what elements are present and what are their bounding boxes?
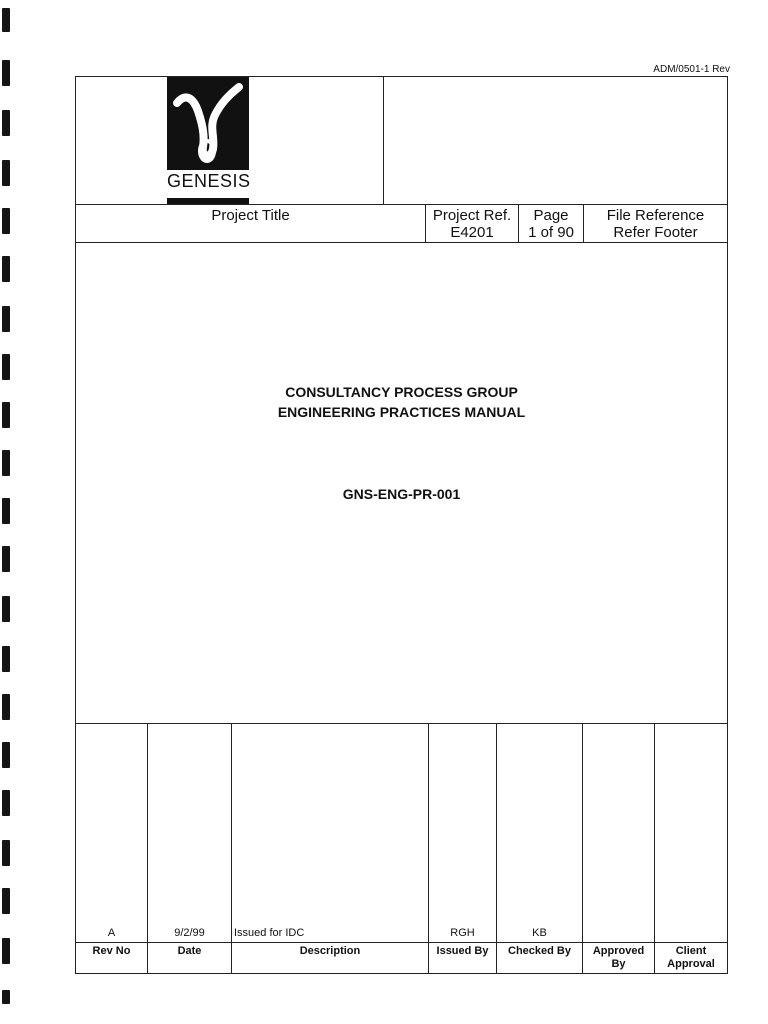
punch-hole [2,450,10,476]
revision-block-top-rule [76,723,727,724]
revision-col-divider [582,723,583,973]
project-title-label: Project Title [211,207,290,224]
document-number: GNS-ENG-PR-001 [342,486,461,502]
project-ref-label: Project Ref. [432,207,512,224]
document-title-line-1: CONSULTANCY PROCESS GROUP [285,384,518,400]
client-approval-label [655,945,727,971]
punch-hole [2,790,10,816]
punch-hole [2,990,10,1004]
file-reference-label: File Reference [606,207,705,224]
punch-hole [2,646,10,672]
checked-by-label: Checked By [508,945,571,957]
rev-no-label: Rev No [92,945,131,957]
punch-hole [2,546,10,572]
genesis-logo [167,77,249,204]
revision-col-divider [654,723,655,973]
page-value: 1 of 90 [528,224,574,241]
punch-hole [2,888,10,914]
punch-hole [2,840,10,866]
header-top-rule [76,204,727,205]
punch-hole [2,694,10,720]
punch-hole [2,208,10,234]
file-reference-value: Refer Footer [613,224,698,241]
header-bottom-rule [76,242,727,243]
approved-by-label-line-2: By [611,958,626,970]
logo-wordmark: GENESIS [167,171,251,191]
punch-hole [2,402,10,428]
date-value: 9/2/99 [174,927,205,939]
approved-by-label-line-1: Approved [592,945,645,957]
punch-hole [2,596,10,622]
punch-hole [2,110,10,136]
punch-hole [2,742,10,768]
project-ref-value: E4201 [450,224,494,241]
genesis-symbol-icon [167,77,249,170]
page-label: Page [533,207,569,224]
logo-underline [167,198,249,204]
punch-hole [2,60,10,86]
document-form-ref: ADM/0501-1 Rev [653,64,730,75]
punch-hole [2,498,10,524]
punch-hole [2,256,10,282]
punch-hole [2,306,10,332]
revision-col-divider [231,723,232,973]
document-title-line-2: ENGINEERING PRACTICES MANUAL [277,404,526,420]
checked-by-value: KB [532,927,547,939]
rev-no-value: A [107,927,116,939]
approved-by-label [583,945,654,971]
logo-divider [383,77,384,204]
issued-by-label: Issued By [436,945,489,957]
client-approval-label-line-1: Client [675,945,707,957]
punch-hole [2,354,10,380]
description-value: Issued for IDC [234,927,305,939]
punch-hole [2,938,10,964]
revision-label-rule [76,942,727,943]
date-label: Date [177,945,202,957]
issued-by-value: RGH [450,927,475,939]
punch-hole [2,160,10,186]
description-label: Description [299,945,361,957]
client-approval-label-line-2: Approval [667,958,715,970]
logo-block [167,77,249,170]
punch-hole [2,8,10,32]
